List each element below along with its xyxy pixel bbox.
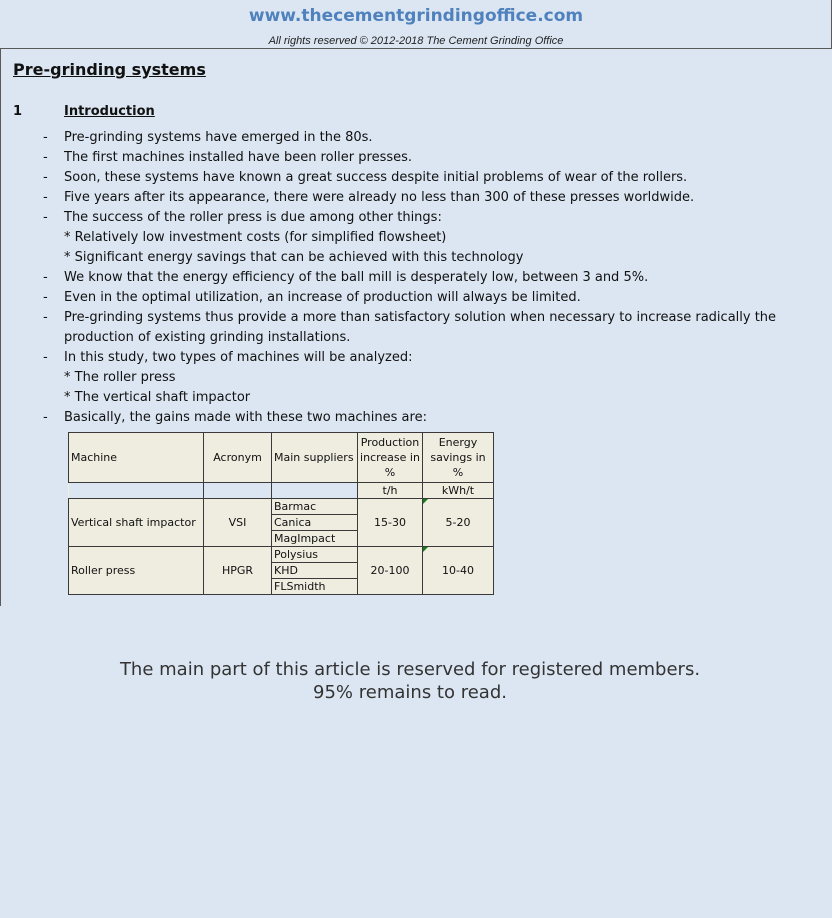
bullet-dash: - (43, 170, 48, 185)
page-title: Pre-grinding systems (13, 60, 206, 79)
notice-line-1: The main part of this article is reserved for registered members. (119, 659, 701, 680)
row-hpgr-production: 20-100 (358, 547, 423, 595)
gains-table (68, 432, 494, 595)
bullet-dash: - (43, 210, 48, 225)
header-acronym: Acronym (204, 433, 272, 483)
list-item: Five years after its appearance, there were already no less than 300 of these presses worldwide. (64, 190, 695, 205)
bullet-dash: - (43, 150, 48, 165)
row-hpgr-acronym: HPGR (204, 547, 272, 595)
header-energy: Energy savings in % (423, 433, 494, 483)
row-vsi-production: 15-30 (358, 499, 423, 547)
list-item: Pre-grinding systems have emerged in the 80s. (64, 130, 373, 145)
bullet-dash: - (43, 290, 48, 305)
unit-production: t/h (358, 483, 423, 499)
supplier-cell: Polysius (272, 547, 358, 563)
list-item: The first machines installed have been roller presses. (64, 150, 413, 165)
supplier-cell: KHD (272, 563, 358, 579)
bullet-dash: - (43, 350, 48, 365)
list-item: We know that the energy efficiency of the ball mill is desperately low, between 3 and 5%. (64, 270, 649, 285)
unit-energy: kWh/t (423, 483, 494, 499)
supplier-cell: Barmac (272, 499, 358, 515)
list-subitem: * The roller press (64, 370, 176, 385)
row-vsi-acronym: VSI (204, 499, 272, 547)
header-suppliers: Main suppliers (272, 433, 358, 483)
left-border (0, 48, 1, 606)
supplier-cell: MagImpact (272, 531, 358, 547)
list-item: Soon, these systems have known a great success despite initial problems of wear of the rollers. (64, 170, 688, 185)
header-production: Production increase in % (358, 433, 423, 483)
row-hpgr-machine: Roller press (69, 547, 204, 595)
list-subitem: * The vertical shaft impactor (64, 390, 251, 405)
bullet-dash: - (43, 130, 48, 145)
bullet-dash: - (43, 270, 48, 285)
section-number: 1 (13, 104, 23, 119)
bullet-dash: - (43, 410, 48, 425)
list-subitem: * Relatively low investment costs (for simplified flowsheet) (64, 230, 447, 245)
list-item: Basically, the gains made with these two machines are: (64, 410, 427, 425)
list-subitem: * Significant energy savings that can be achieved with this technology (64, 250, 524, 265)
supplier-cell: Canica (272, 515, 358, 531)
list-subitem: production of existing grinding installations. (64, 330, 351, 345)
bullet-dash: - (43, 190, 48, 205)
row-vsi-machine: Vertical shaft impactor (69, 499, 204, 547)
members-only-notice (0, 658, 820, 704)
row-hpgr-energy: 10-40 (423, 547, 494, 595)
section-title: Introduction (64, 104, 155, 119)
bullet-dash: - (43, 310, 48, 325)
list-item: The success of the roller press is due among other things: (64, 210, 442, 225)
header-machine: Machine (69, 433, 204, 483)
row-vsi-energy: 5-20 (423, 499, 494, 547)
list-item: Pre-grinding systems thus provide a more than satisfactory solution when necessary to increase radically the (64, 310, 777, 325)
list-item: In this study, two types of machines will be analyzed: (64, 350, 413, 365)
list-item: Even in the optimal utilization, an increase of production will always be limited. (64, 290, 581, 305)
site-url-link[interactable]: www.thecementgrindingoffice.com (248, 6, 584, 26)
copyright-notice: All rights reserved © 2012-2018 The Cement Grinding Office (268, 35, 564, 47)
notice-line-2: 95% remains to read. (313, 682, 507, 703)
supplier-cell: FLSmidth (272, 579, 358, 595)
